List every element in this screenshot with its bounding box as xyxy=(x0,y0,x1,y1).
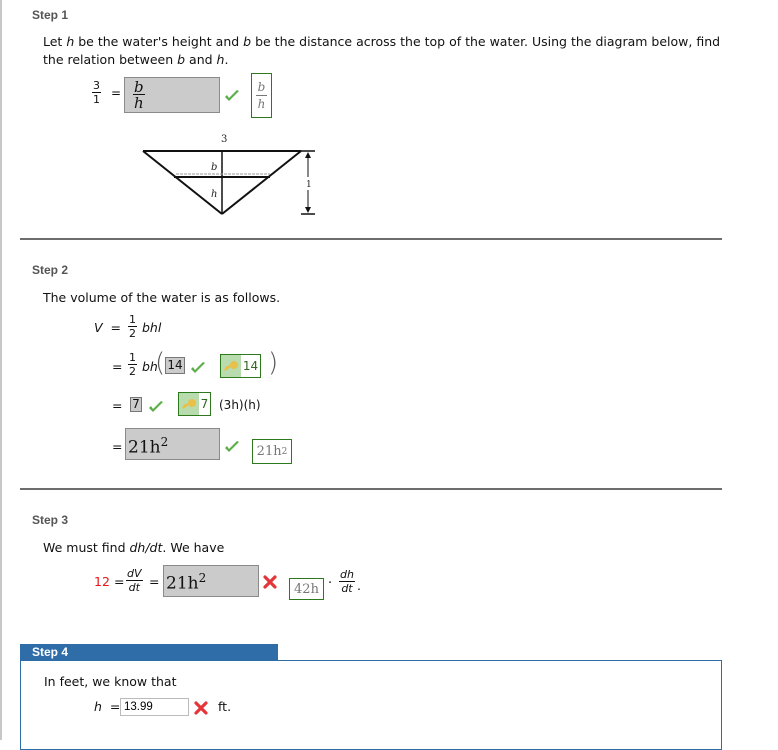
denominator: h xyxy=(257,97,266,111)
check-icon xyxy=(190,361,206,375)
text: . We have xyxy=(162,540,225,555)
numerator: 1 xyxy=(129,313,136,326)
numerator: 3 xyxy=(93,79,100,92)
var-h: h xyxy=(94,699,102,714)
equals-sign: = xyxy=(110,320,122,335)
step1-solution-box xyxy=(251,73,272,118)
dh-dt-fraction xyxy=(339,569,355,594)
key-value: 14 xyxy=(242,359,259,373)
equals-sign: = xyxy=(111,86,122,100)
var-dh-dt: dh/dt xyxy=(129,540,163,555)
expr-bhl: bhl xyxy=(142,320,162,335)
base: 21h xyxy=(166,573,199,594)
cross-icon xyxy=(263,575,277,589)
numerator: b xyxy=(134,78,144,96)
rate-value-12: 12 xyxy=(94,574,110,589)
check-icon xyxy=(224,440,240,454)
step4-text: In feet, we know that xyxy=(44,674,177,689)
step1-lhs-fraction xyxy=(92,80,101,105)
denominator: dt xyxy=(341,582,353,595)
height-input[interactable] xyxy=(120,698,189,716)
exponent: 2 xyxy=(160,435,169,449)
step2-solution-box xyxy=(252,439,292,464)
text: We must find xyxy=(43,540,130,555)
step1-title: Step 1 xyxy=(32,8,69,22)
height-label: 1 xyxy=(306,180,312,190)
numerator: b xyxy=(257,80,266,94)
text: be the water's height and xyxy=(74,34,244,49)
eq-line1 xyxy=(94,320,125,335)
denominator: 2 xyxy=(129,327,136,340)
equals-sign: = xyxy=(114,574,125,589)
open-paren: ( xyxy=(155,348,166,378)
denominator: h xyxy=(133,94,144,112)
text: the relation between xyxy=(43,52,178,67)
answer-fraction xyxy=(133,80,145,110)
step3-text xyxy=(43,539,224,557)
step2-key-solution-14 xyxy=(220,354,261,378)
text: Let xyxy=(43,34,67,49)
text: and xyxy=(185,52,217,67)
solution-exponent: 2 xyxy=(281,446,288,457)
text: be the distance across the top of the water. Using the diagram below, find xyxy=(251,34,721,49)
equals-sign: = xyxy=(112,359,123,374)
denominator: 1 xyxy=(93,93,100,106)
step3-title: Step 3 xyxy=(32,513,69,527)
var-h: h xyxy=(216,52,225,67)
period: . xyxy=(357,578,361,593)
step2-answer-14[interactable]: 14 xyxy=(165,357,185,374)
base: 21h xyxy=(128,437,161,458)
denominator: dt xyxy=(128,581,140,594)
step1-instructions xyxy=(43,33,723,69)
numerator: dh xyxy=(340,568,354,581)
var-V: V xyxy=(94,320,103,335)
trough-diagram xyxy=(138,130,323,220)
numerator: dV xyxy=(127,567,142,580)
left-border xyxy=(0,0,2,740)
denominator: 2 xyxy=(129,365,136,378)
var-b: b xyxy=(177,52,186,67)
unit-ft: ft. xyxy=(218,699,232,714)
equals-sign: = xyxy=(109,699,121,714)
dot-operator: · xyxy=(328,576,333,591)
step4-header-tab: Step 4 xyxy=(20,644,278,660)
key-icon xyxy=(221,355,241,377)
equals-sign: = xyxy=(112,398,123,413)
solution-base: 21h xyxy=(256,444,282,459)
step2-answer-7[interactable]: 7 xyxy=(130,397,142,412)
step2-key-solution-7 xyxy=(178,392,211,416)
cross-icon xyxy=(194,701,208,715)
step2-text: The volume of the water is as follows. xyxy=(43,290,281,305)
step3-answer-box[interactable] xyxy=(163,565,259,597)
close-paren: ) xyxy=(268,348,279,378)
step2-answer-box-21h2[interactable] xyxy=(125,428,220,460)
top-label: 3 xyxy=(221,134,228,145)
exponent: 2 xyxy=(198,571,207,585)
equals-sign: = xyxy=(149,574,160,589)
b-label: b xyxy=(211,162,218,173)
check-icon xyxy=(148,400,164,414)
divider xyxy=(20,238,722,240)
var-b: b xyxy=(243,34,252,49)
one-half-fraction xyxy=(128,352,137,377)
numerator: 1 xyxy=(129,351,136,364)
key-icon xyxy=(179,393,199,415)
text: . xyxy=(224,52,229,67)
equals-sign: = xyxy=(112,439,123,454)
step2-title: Step 2 xyxy=(32,263,69,277)
answer-value xyxy=(166,571,206,594)
one-half-fraction xyxy=(128,314,137,339)
check-icon xyxy=(224,89,240,103)
h-label: h xyxy=(211,189,218,200)
var-h: h xyxy=(66,34,75,49)
expr-bh: bh xyxy=(142,359,158,374)
answer-value xyxy=(128,435,168,458)
step3-solution-box: 42h xyxy=(289,578,324,600)
key-value: 7 xyxy=(200,397,209,411)
dV-dt-fraction xyxy=(126,568,143,593)
step1-answer-box[interactable] xyxy=(124,77,220,113)
expr-3h-h: (3h)(h) xyxy=(219,398,261,412)
divider xyxy=(20,488,722,490)
eq-h xyxy=(94,699,120,714)
